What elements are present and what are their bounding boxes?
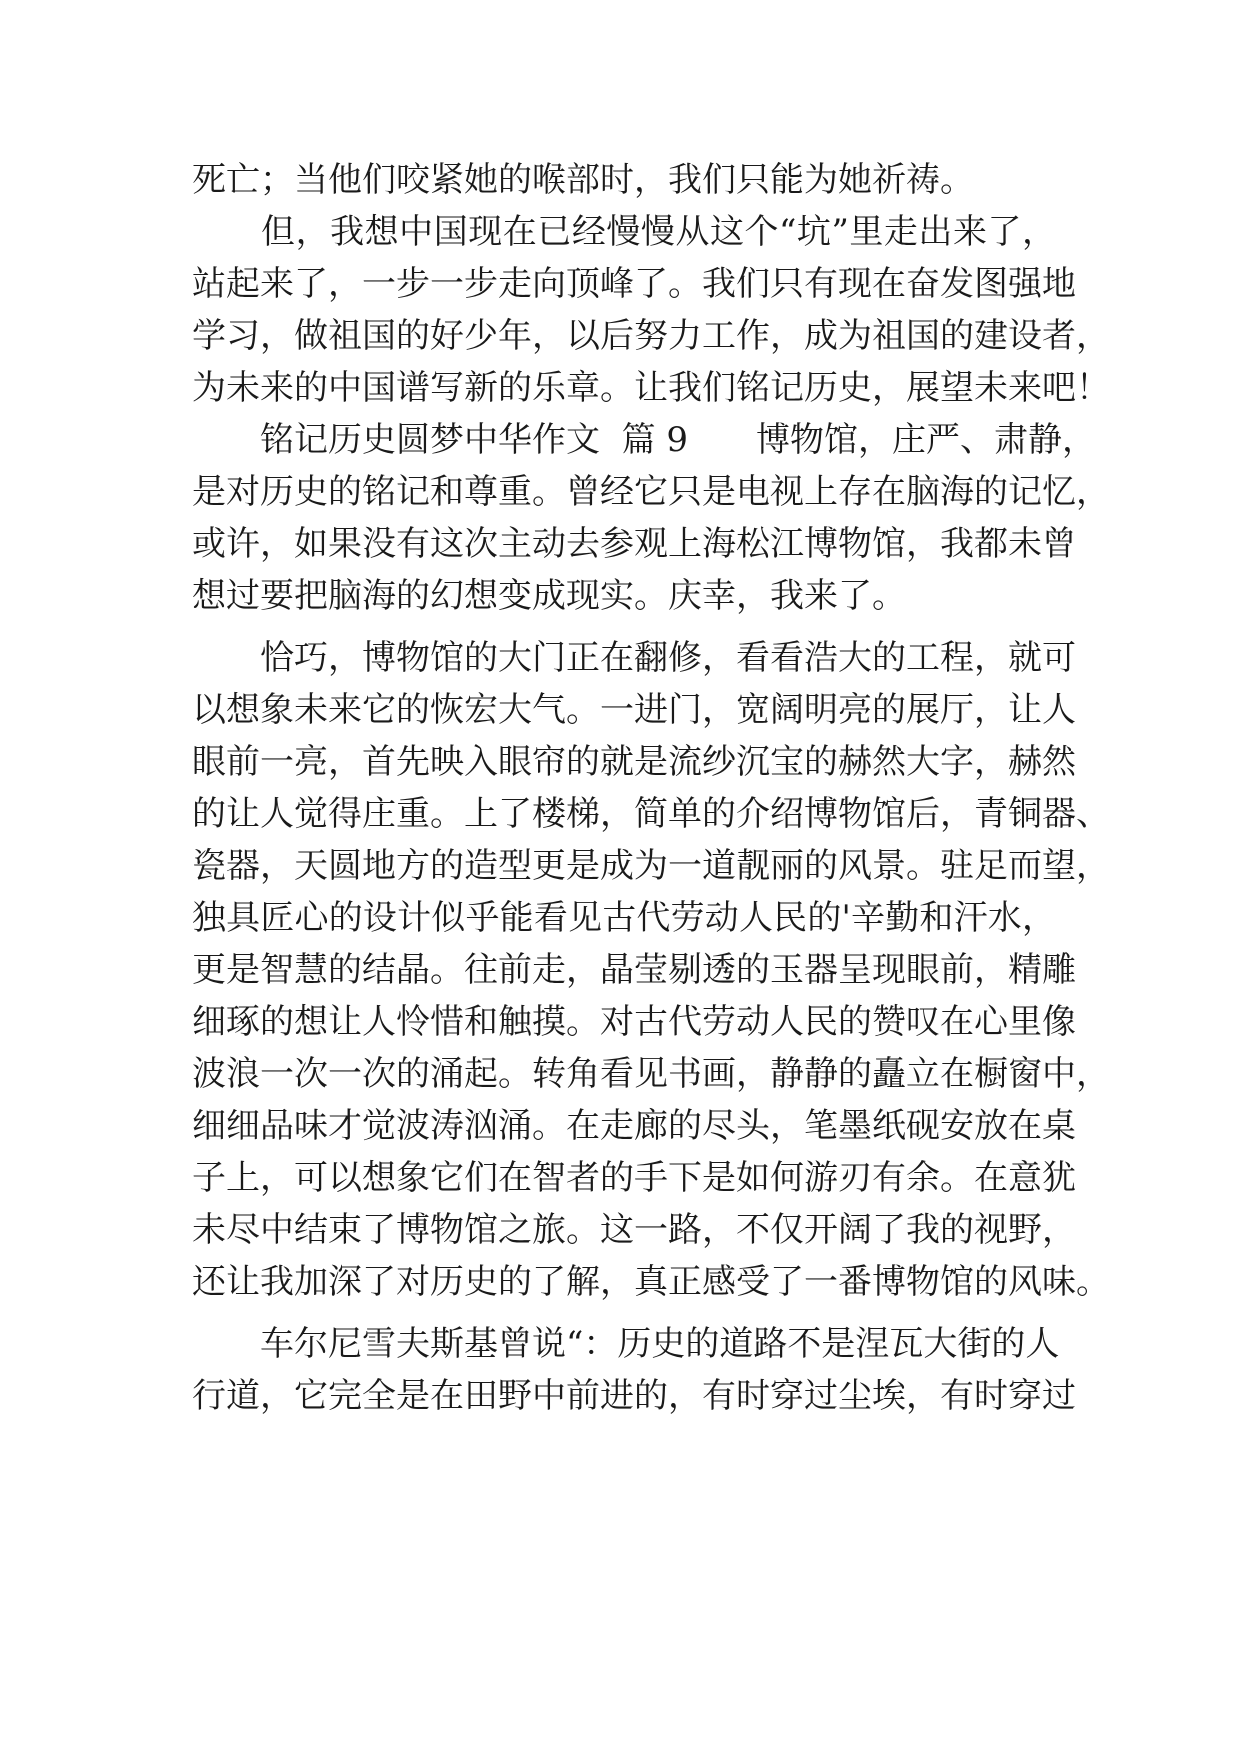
text-line: 站起来了，一步一步走向顶峰了。我们只有现在奋发图强地 bbox=[192, 264, 1076, 304]
text-line: 恰巧，博物馆的大门正在翻修，看看浩大的工程，就可 bbox=[192, 638, 1076, 678]
text-line: 还让我加深了对历史的了解，真正感受了一番博物馆的风味。 bbox=[192, 1262, 1110, 1302]
text-line: 眼前一亮，首先映入眼帘的就是流纱沉宝的赫然大字，赫然 bbox=[192, 742, 1076, 782]
text-line: 细细品味才觉波涛汹涌。在走廊的尽头，笔墨纸砚安放在桌 bbox=[192, 1106, 1076, 1146]
text-line: 更是智慧的结晶。往前走，晶莹剔透的玉器呈现眼前，精雕 bbox=[192, 950, 1076, 990]
text-line: 的让人觉得庄重。上了楼梯，简单的介绍博物馆后，青铜器、 bbox=[192, 794, 1110, 834]
text-line: 学习，做祖国的好少年，以后努力工作，成为祖国的建设者， bbox=[192, 316, 1110, 356]
text-line: 独具匠心的设计似乎能看见古代劳动人民的'辛勤和汗水， bbox=[192, 898, 1056, 938]
text-line: 铭记历史圆梦中华作文 篇 9 博物馆，庄严、肃静， bbox=[192, 420, 1097, 460]
text-line: 未尽中结束了博物馆之旅。这一路，不仅开阔了我的视野， bbox=[192, 1210, 1076, 1250]
text-line: 以想象未来它的恢宏大气。一进门，宽阔明亮的展厅，让人 bbox=[192, 690, 1076, 730]
text-line: 是对历史的铭记和尊重。曾经它只是电视上存在脑海的记忆， bbox=[192, 472, 1110, 512]
text-line: 但，我想中国现在已经慢慢从这个“坑”里走出来了， bbox=[192, 212, 1056, 252]
text-line: 子上，可以想象它们在智者的手下是如何游刃有余。在意犹 bbox=[192, 1158, 1076, 1198]
text-line: 细琢的想让人怜惜和触摸。对古代劳动人民的赞叹在心里像 bbox=[192, 1002, 1076, 1042]
text-line: 死亡；当他们咬紧她的喉部时，我们只能为她祈祷。 bbox=[192, 160, 974, 200]
text-line: 车尔尼雪夫斯基曾说“：历史的道路不是涅瓦大街的人 bbox=[192, 1324, 1060, 1364]
text-line: 瓷器，天圆地方的造型更是成为一道靓丽的风景。驻足而望， bbox=[192, 846, 1110, 886]
text-line: 行道，它完全是在田野中前进的，有时穿过尘埃，有时穿过 bbox=[192, 1376, 1076, 1416]
text-line: 或许，如果没有这次主动去参观上海松江博物馆，我都未曾 bbox=[192, 524, 1076, 564]
text-line: 想过要把脑海的幻想变成现实。庆幸，我来了。 bbox=[192, 576, 906, 616]
text-line: 波浪一次一次的涌起。转角看见书画，静静的矗立在橱窗中， bbox=[192, 1054, 1110, 1094]
text-line: 为未来的中国谱写新的乐章。让我们铭记历史，展望未来吧！ bbox=[192, 368, 1110, 408]
